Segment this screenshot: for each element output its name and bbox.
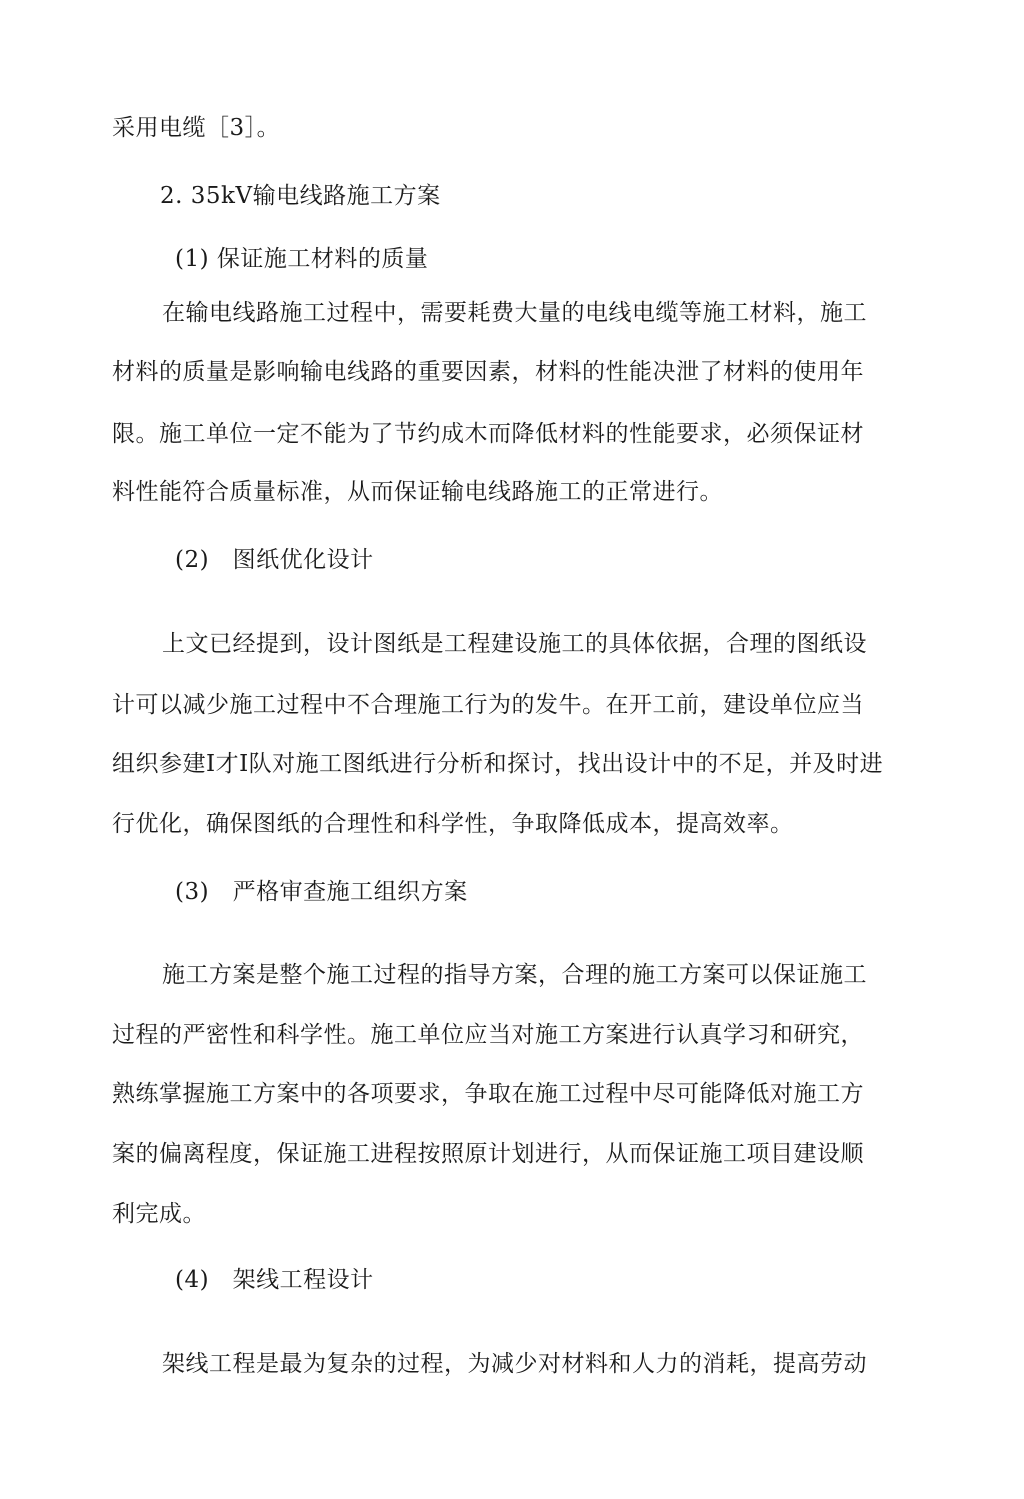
- text-line: 材料的质量是影响输电线路的重要因素，材料的性能决泄了材料的使用年: [112, 359, 864, 385]
- subsection-heading: (1) 保证施工材料的质量: [175, 246, 429, 272]
- text-line: 计可以减少施工过程中不合理施工行为的发牛。在开工前，建设单位应当: [112, 692, 864, 718]
- text-line: 采用电缆［3］。: [112, 115, 281, 141]
- text-line: 在输电线路施工过程中，需要耗费大量的电线电缆等施工材料，施工: [162, 300, 867, 326]
- subsection-heading: (2) 图纸优化设计: [175, 547, 374, 573]
- text-line: 料性能符合质量标准，从而保证输电线路施工的正常进行。: [112, 479, 723, 505]
- subsection-heading: (3) 严格审查施工组织方案: [175, 879, 468, 905]
- text-line: 架线工程是最为复杂的过程，为减少对材料和人力的消耗，提高劳动: [162, 1351, 867, 1377]
- text-line: 过程的严密性和科学性。施工单位应当对施工方案进行认真学习和研究，: [112, 1022, 864, 1048]
- subsection-heading: (4) 架线工程设计: [175, 1267, 374, 1293]
- text-line: 上文已经提到，设计图纸是工程建设施工的具体依据，合理的图纸设: [162, 631, 867, 657]
- section-heading: 2. 35kV输电线路施工方案: [160, 183, 441, 209]
- text-line: 案的偏离程度，保证施工进程按照原计划进行，从而保证施工项目建设顺: [112, 1141, 864, 1167]
- text-line: 熟练掌握施工方案中的各项要求，争取在施工过程中尽可能降低对施工方: [112, 1081, 864, 1107]
- text-line: 利完成。: [112, 1201, 206, 1227]
- text-line: 限。施工单位一定不能为了节约成木而降低材料的性能要求，必须保证材: [112, 421, 864, 447]
- text-line: 施工方案是整个施工过程的指导方案，合理的施工方案可以保证施工: [162, 962, 867, 988]
- text-line: 组织参建I才I队对施工图纸进行分析和探讨，找出设计中的不足，并及时进: [112, 751, 884, 777]
- text-line: 行优化，确保图纸的合理性和科学性，争取降低成本，提高效率。: [112, 811, 794, 837]
